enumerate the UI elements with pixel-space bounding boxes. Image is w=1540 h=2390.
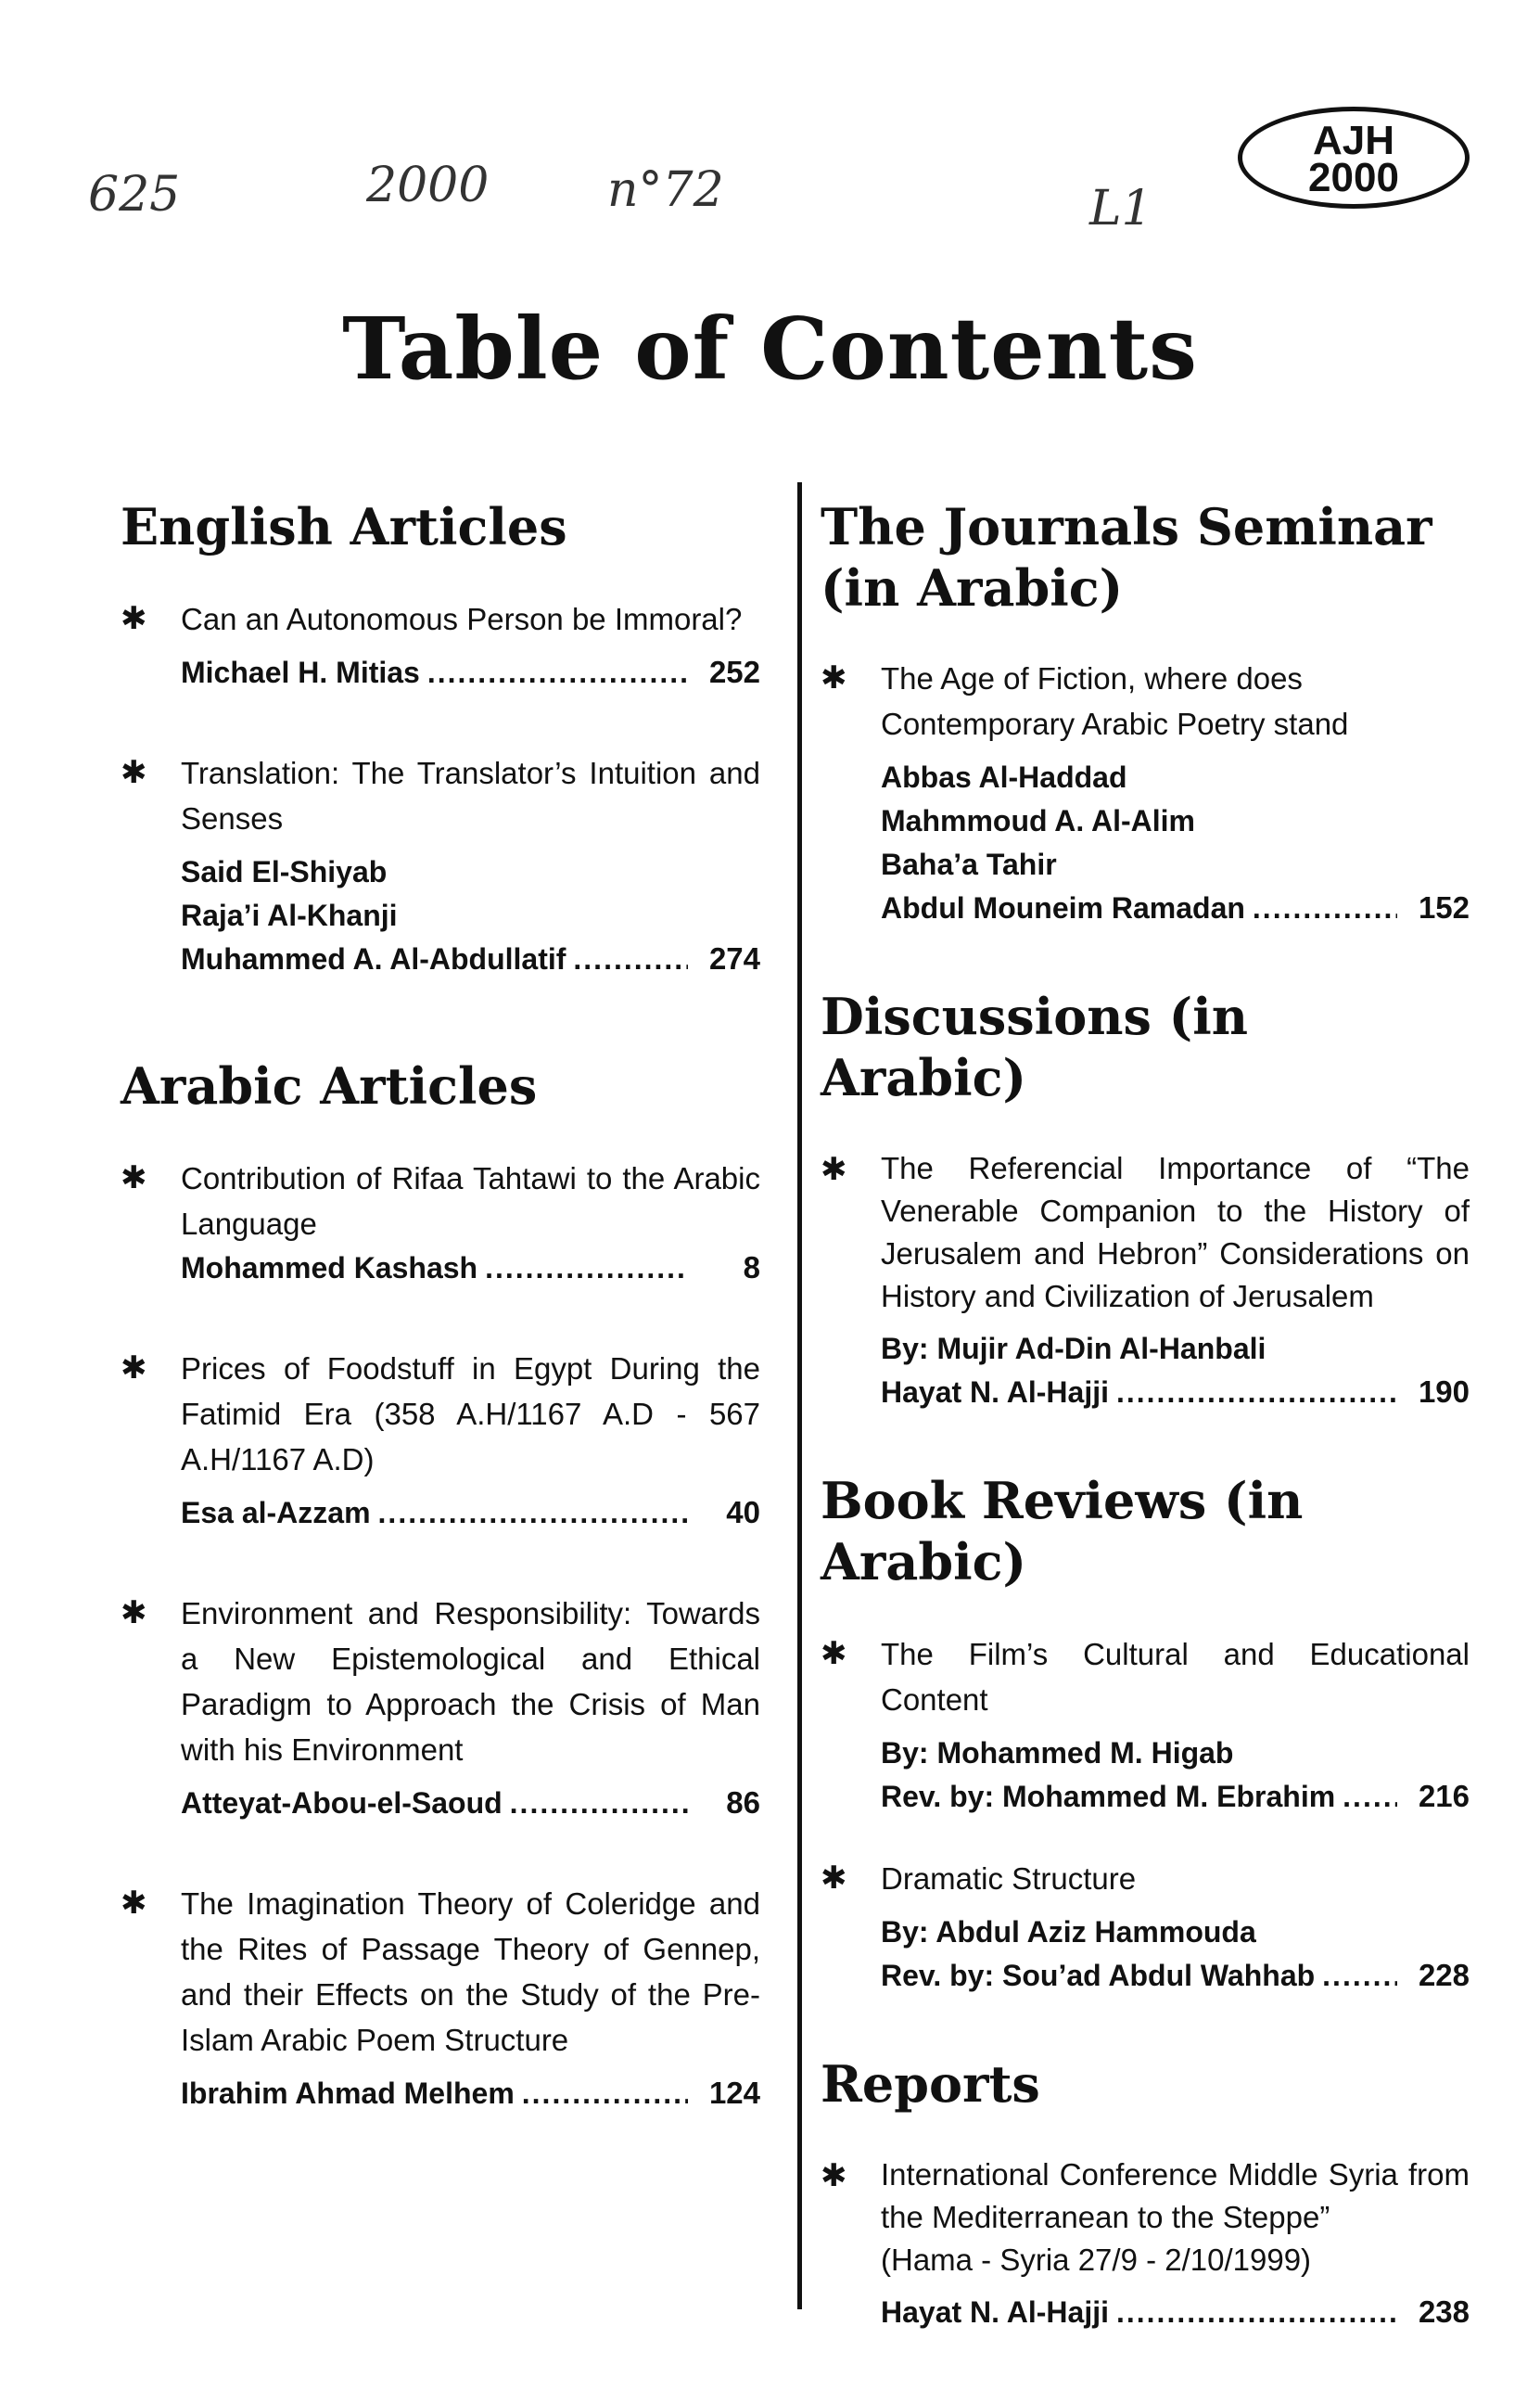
toc-entry (821, 1147, 1470, 1414)
heading-line: The Journals Seminar (821, 497, 1432, 556)
toc-entry (121, 1881, 760, 2115)
entry-title: Environment and Responsibility: Towards a New Epistemological and Ethical Paradigm to Approach the Crisis of Man with his Environment (181, 1596, 760, 1767)
handwritten-note: n°72 (607, 162, 724, 218)
handwritten-note: 625 (88, 167, 181, 223)
entry-author: Rev. by: Sou’ad Abdul Wahhab (881, 1959, 1316, 1992)
page-number: 190 (1418, 1374, 1470, 1409)
toc-entry (121, 1346, 760, 1535)
entry-author: Hayat N. Al-Hajji (881, 1375, 1109, 1409)
asterisk-icon: ✱ (821, 1152, 847, 1187)
entry-author: Esa al-Azzam (181, 1496, 371, 1529)
asterisk-icon: ✱ (121, 1885, 147, 1921)
entry-author: Muhammed A. Al-Abdullatif (181, 942, 566, 976)
author-row (881, 1775, 1470, 1819)
badge-line: AJH (1312, 118, 1395, 163)
right-column (821, 496, 1470, 2390)
page-number: 252 (708, 655, 760, 689)
leader-dots (1322, 1959, 1397, 1993)
entry-author: Mohammed Kashash (181, 1251, 478, 1284)
author-row (881, 1954, 1470, 1998)
leader-dots (427, 656, 688, 690)
author-row (181, 938, 760, 981)
entry-title: Contribution of Rifaa Tahtawi to the Arabic Language (181, 1161, 760, 1241)
author-row (181, 1246, 760, 1290)
asterisk-icon: ✱ (821, 1860, 847, 1896)
leader-dots (573, 942, 688, 977)
page-number: 152 (1418, 890, 1470, 925)
entry-author: Abdul Mouneim Ramadan (881, 891, 1245, 925)
entry-title: The Imagination Theory of Coleridge and the Rites of Passage Theory of Gennep, and their Effects on the Study of the Pre-Islam Arabic Poem Structure (181, 1886, 760, 2057)
entry-title: International Conference Middle Syria from the Mediterranean to the Steppe” (881, 2157, 1470, 2234)
entry-author: Michael H. Mitias (181, 656, 420, 689)
asterisk-icon: ✱ (121, 1160, 147, 1195)
heading-line: (in Arabic) (821, 558, 1124, 618)
entry-author: By: Abdul Aziz Hammouda (881, 1915, 1256, 1949)
leader-dots (1116, 1375, 1397, 1410)
leader-dots (522, 2077, 688, 2111)
entry-author: Raja’i Al-Khanji (181, 899, 398, 932)
section-heading-seminar (821, 496, 1470, 619)
entry-title: The Film’s Cultural and Educational Content (881, 1637, 1470, 1717)
entry-title: Translation: The Translator’s Intuition and Senses (181, 756, 760, 836)
entry-author: Mahmmoud A. Al-Alim (881, 804, 1195, 837)
asterisk-icon: ✱ (821, 1636, 847, 1671)
section-heading-reviews: Book Reviews (in Arabic) (821, 1471, 1304, 1591)
author-row (181, 2072, 760, 2115)
section-heading-discussions: Discussions (in Arabic) (821, 987, 1249, 1107)
entry-author: Ibrahim Ahmad Melhem (181, 2077, 515, 2110)
leader-dots (378, 1496, 688, 1530)
asterisk-icon: ✱ (121, 755, 147, 790)
entry-author: Abbas Al-Haddad (881, 760, 1127, 794)
toc-entry (121, 1156, 760, 1290)
asterisk-icon: ✱ (821, 660, 847, 696)
page-number: 40 (726, 1495, 760, 1529)
entry-author: Said El-Shiyab (181, 855, 388, 888)
entry-title: Can an Autonomous Person be Immoral? (181, 602, 743, 636)
toc-entry (121, 1591, 760, 1825)
page-number: 274 (708, 941, 760, 976)
badge-line: 2000 (1308, 155, 1399, 200)
asterisk-icon: ✱ (121, 1350, 147, 1386)
column-divider (797, 482, 802, 2309)
handwritten-note: 2000 (366, 158, 490, 213)
leader-dots (485, 1251, 688, 1285)
asterisk-icon: ✱ (121, 601, 147, 636)
author-row (881, 2291, 1470, 2334)
entry-author: Rev. by: Mohammed M. Ebrahim (881, 1780, 1336, 1813)
leader-dots (1253, 891, 1397, 926)
asterisk-icon: ✱ (121, 1595, 147, 1630)
toc-entry (821, 1631, 1470, 1819)
author-row (181, 1491, 760, 1535)
entry-title: The Referencial Importance of “The Venerable Companion to the History of Jerusalem and Hebron” Considerations on History and Civilization of Jerusalem (881, 1151, 1470, 1313)
entry-author: Hayat N. Al-Hajji (881, 2295, 1109, 2329)
entry-author: By: Mohammed M. Higab (881, 1736, 1234, 1770)
author-row (881, 1371, 1470, 1414)
toc-entry (821, 656, 1470, 930)
journal-badge (1238, 107, 1470, 209)
page-number: 124 (708, 2076, 760, 2110)
author-row (881, 887, 1470, 930)
page-number: 86 (726, 1785, 760, 1820)
entry-author: Atteyat-Abou-el-Saoud (181, 1786, 503, 1820)
handwritten-note: L1 (1089, 181, 1152, 236)
section-heading-english: English Articles (121, 497, 567, 556)
asterisk-icon: ✱ (821, 2158, 847, 2193)
page-number: 238 (1418, 2294, 1470, 2329)
page-number: 228 (1418, 1958, 1470, 1992)
author-row (181, 1782, 760, 1825)
entry-author: By: Mujir Ad-Din Al-Hanbali (881, 1332, 1266, 1365)
entry-subtitle: (Hama - Syria 27/9 - 2/10/1999) (881, 2243, 1312, 2277)
toc-entry (821, 2154, 1470, 2334)
section-heading-arabic: Arabic Articles (121, 1056, 538, 1116)
toc-entry (821, 1856, 1470, 1998)
page-title: Table of Contents (342, 299, 1198, 399)
leader-dots (1343, 1780, 1397, 1814)
author-row (181, 651, 760, 695)
left-column (121, 496, 760, 2171)
section-heading-reports: Reports (821, 2054, 1040, 2114)
entry-title: The Age of Fiction, where does Contemporary Arabic Poetry stand (881, 661, 1349, 741)
entry-title: Prices of Foodstuff in Egypt During the Fatimid Era (358 A.H/1167 A.D - 567 A.H/1167 A.D) (181, 1351, 760, 1476)
leader-dots (510, 1786, 688, 1821)
page-number: 8 (743, 1250, 760, 1284)
entry-author: Baha’a Tahir (881, 848, 1057, 881)
entry-title: Dramatic Structure (881, 1861, 1137, 1896)
toc-entry (121, 596, 760, 695)
page-number: 216 (1418, 1779, 1470, 1813)
leader-dots (1116, 2295, 1397, 2330)
toc-entry (121, 750, 760, 981)
